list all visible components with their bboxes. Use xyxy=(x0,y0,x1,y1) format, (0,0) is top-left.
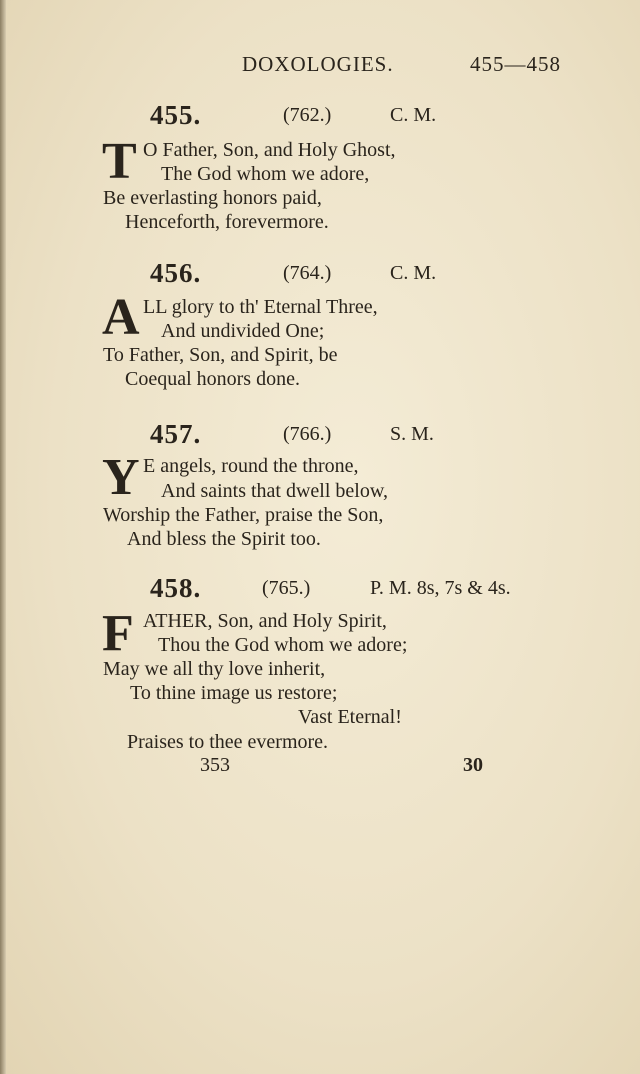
tune-reference: (765.) xyxy=(262,577,311,599)
meter-label: C. M. xyxy=(390,262,437,284)
hymn-number: 457. xyxy=(150,419,202,449)
running-title: DOXOLOGIES. xyxy=(242,52,394,76)
meter-label: P. M. 8s, 7s & 4s. xyxy=(370,577,511,599)
verse-line: E angels, round the throne, xyxy=(143,455,359,477)
verse-line: Vast Eternal! xyxy=(298,706,402,728)
verse-line: And saints that dwell below, xyxy=(161,480,389,502)
tune-reference: (766.) xyxy=(283,423,332,445)
signature-mark: 30 xyxy=(463,754,483,776)
hymn-number: 458. xyxy=(150,573,202,603)
tune-reference: (764.) xyxy=(283,262,332,284)
verse-line: Coequal honors done. xyxy=(125,368,300,390)
drop-cap: Y xyxy=(102,449,140,506)
verse-line: May we all thy love inherit, xyxy=(103,658,326,680)
verse-line: Henceforth, forevermore. xyxy=(125,211,329,233)
verse-line: LL glory to th' Eternal Three, xyxy=(143,296,378,318)
verse-line: And bless the Spirit too. xyxy=(127,528,321,550)
drop-cap: T xyxy=(102,133,137,190)
drop-cap: A xyxy=(102,289,140,346)
verse-line: Thou the God whom we adore; xyxy=(158,634,408,656)
drop-cap: F xyxy=(102,605,134,662)
verse-line: And undivided One; xyxy=(161,320,325,342)
hymn-number: 456. xyxy=(150,258,202,288)
verse-line: The God whom we adore, xyxy=(161,163,370,185)
hymn-range: 455—458 xyxy=(470,52,561,76)
verse-line: ATHER, Son, and Holy Spirit, xyxy=(143,610,387,632)
verse-line: Worship the Father, praise the Son, xyxy=(103,504,384,526)
tune-reference: (762.) xyxy=(283,104,332,126)
verse-line: To Father, Son, and Spirit, be xyxy=(103,344,338,366)
verse-line: To thine image us restore; xyxy=(130,682,338,704)
verse-line: Be everlasting honors paid, xyxy=(103,187,322,209)
verse-line: O Father, Son, and Holy Ghost, xyxy=(143,139,396,161)
page-spine-edge xyxy=(0,0,6,1074)
hymn-number: 455. xyxy=(150,100,202,130)
meter-label: S. M. xyxy=(390,423,434,445)
page-number: 353 xyxy=(200,754,230,776)
meter-label: C. M. xyxy=(390,104,437,126)
verse-line: Praises to thee evermore. xyxy=(127,731,329,753)
